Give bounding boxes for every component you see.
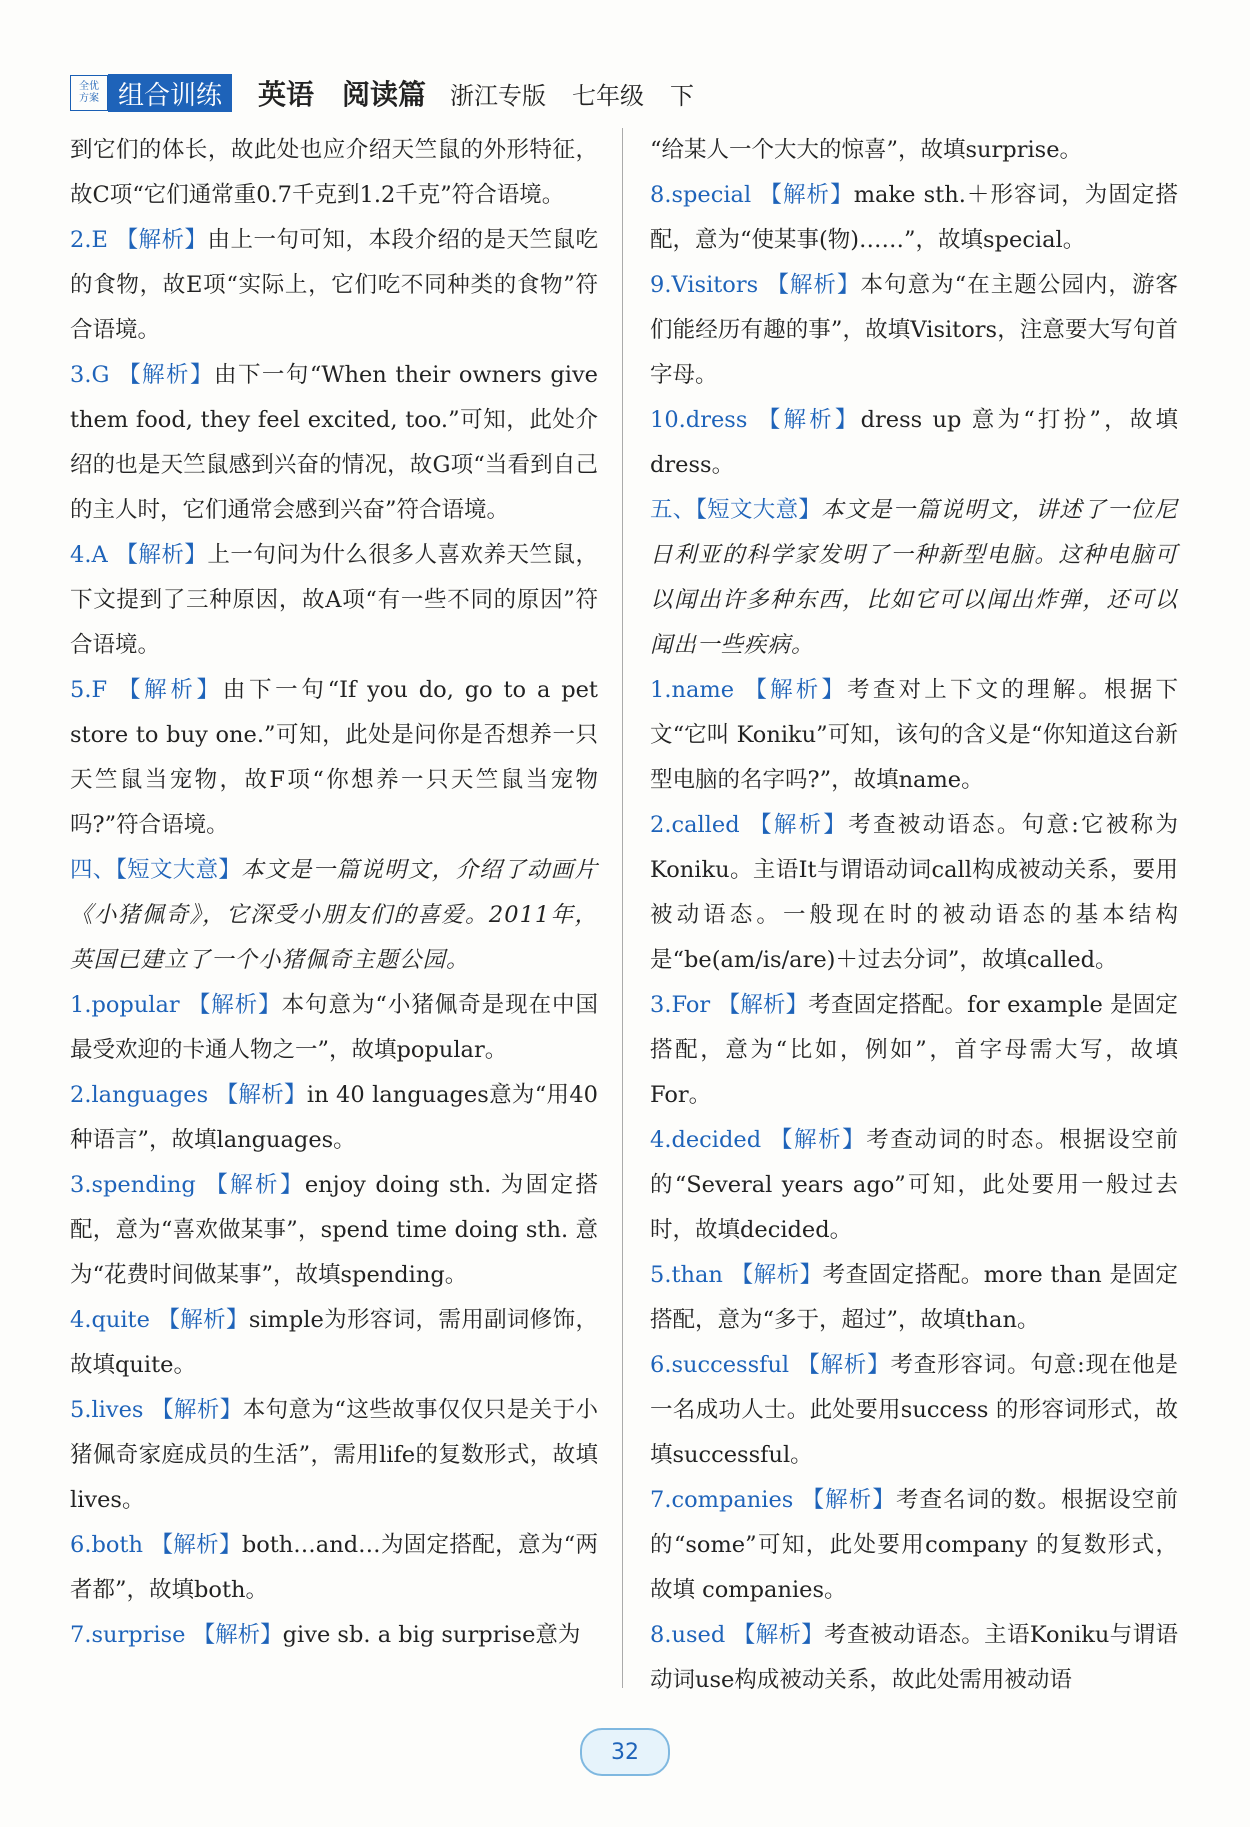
entry-number: 9. (650, 272, 672, 298)
entry-text: 本文是一篇说明文，讲述了一位尼日利亚的科学家发明了一种新型电脑。这种电脑可以闻出许多种东西，比如它可以闻出炸弹，还可以闻出一些疾病。 (650, 497, 1178, 658)
entry-number: 7. (650, 1487, 672, 1513)
analysis-tag: 【解析】 (150, 1532, 242, 1558)
entry-text: give sb. a big surprise意为 (282, 1622, 581, 1648)
entry-text: “给某人一个大大的惊喜”，故填surprise。 (650, 137, 1083, 163)
entry-number: 5. (650, 1262, 672, 1288)
entry-number: 4. (650, 1127, 672, 1153)
answer-entry (650, 668, 1178, 803)
analysis-tag: 【解析】 (187, 992, 282, 1018)
entry-number: 3. (70, 1172, 92, 1198)
page-footer (0, 1722, 1250, 1782)
entry-number: 3. (70, 362, 92, 388)
analysis-tag: 【解析】 (205, 1172, 305, 1198)
entry-text: 考查固定搭配。for example 是固定搭配，意为“比如，例如”，首字母需大写，故填For。 (650, 992, 1178, 1108)
entry-text: 由下一句“When their owners give them food, they feel excited, too.”可知，此处介绍的也是天竺鼠感到兴奋的情况，故G项“当看到自己的主人时，它们通常会感到兴奋”符合语境。 (70, 362, 598, 523)
entry-text: 考查固定搭配。more than 是固定搭配，意为“多于，超过”，故填than。 (650, 1262, 1178, 1333)
entry-text: 本文是一篇说明文，介绍了动画片《小猪佩奇》，它深受小朋友们的喜爱。2011年，英国已建立了一个小猪佩奇主题公园。 (70, 857, 598, 973)
answer-entry (70, 1298, 598, 1388)
series-badge (70, 75, 108, 111)
entry-number: 五、 (650, 497, 696, 523)
entry-text: 由下一句“If you do, go to a pet store to buy one.”可知，此处是问你是否想养一只天竺鼠当宠物，故F项“你想养一只天竺鼠当宠物吗?”符合语境。 (70, 677, 598, 838)
entry-number: 2. (70, 1082, 92, 1108)
edition-label: 浙江专版 (450, 81, 547, 110)
analysis-tag: 【解析】 (759, 182, 854, 208)
analysis-tag: 【解析】 (117, 677, 223, 703)
grade-label: 七年级 (572, 81, 645, 110)
answer-word: companies (671, 1487, 794, 1513)
book-title-badge: 组合训练 (108, 74, 232, 112)
answer-word: A (91, 542, 108, 568)
entry-text: both…and…为固定搭配，意为“两者都”，故填both。 (70, 1532, 598, 1603)
entry-number: 5. (70, 677, 92, 703)
entry-text: 考查名词的数。根据设空前的“some”可知，此处要用company 的复数形式，故填 companies。 (650, 1487, 1178, 1603)
page-header (70, 72, 1180, 114)
entry-number: 1. (70, 992, 92, 1018)
answer-entry (70, 668, 598, 848)
answer-word: For (671, 992, 711, 1018)
answer-entry (70, 983, 598, 1073)
entry-text: 由上一句可知，本段介绍的是天竺鼠吃的食物，故E项“实际上，它们吃不同种类的食物”符合语境。 (70, 227, 598, 343)
answer-word: Visitors (671, 272, 759, 298)
series-badge-line2: 方案 (79, 93, 99, 104)
analysis-tag: 【解析】 (801, 1487, 896, 1513)
answer-entry (650, 1478, 1178, 1613)
entry-number: 8. (650, 1622, 672, 1648)
answer-word: popular (91, 992, 180, 1018)
answer-entry (650, 1253, 1178, 1343)
entry-number: 2. (650, 812, 672, 838)
entry-number: 2. (70, 227, 92, 253)
answer-word: used (671, 1622, 726, 1648)
answer-entry (70, 1613, 598, 1658)
answer-entry (650, 173, 1178, 263)
answer-word: E (91, 227, 108, 253)
answer-entry (650, 1118, 1178, 1253)
answer-word: quite (91, 1307, 150, 1333)
answer-word: successful (671, 1352, 790, 1378)
term-label: 下 (670, 81, 695, 110)
entry-number: 3. (650, 992, 672, 1018)
answer-entry (650, 1343, 1178, 1478)
entry-text: 考查对上下文的理解。根据下文“它叫 Koniku”可知，该句的含义是“你知道这台新型电脑的名字吗?”，故填name。 (650, 677, 1178, 793)
analysis-tag: 【短文大意】 (695, 497, 822, 523)
analysis-tag: 【解析】 (766, 272, 861, 298)
analysis-tag: 【解析】 (797, 1352, 891, 1378)
entry-text: 本句意为“在主题公园内，游客们能经历有趣的事”，故填Visitors，注意要大写句首字母。 (650, 272, 1178, 388)
entry-number: 4. (70, 542, 92, 568)
entry-text: simple为形容词，需用副词修饰，故填quite。 (70, 1307, 598, 1378)
entry-number: 6. (650, 1352, 672, 1378)
entry-number: 4. (70, 1307, 92, 1333)
analysis-tag: 【解析】 (157, 1307, 249, 1333)
entry-text: 本句意为“这些故事仅仅只是关于小猪佩奇家庭成员的生活”，需用life的复数形式，故填lives。 (70, 1397, 598, 1513)
analysis-tag: 【解析】 (115, 227, 208, 253)
answer-entry (650, 1613, 1178, 1703)
entry-number: 1. (650, 677, 672, 703)
analysis-tag: 【解析】 (115, 542, 208, 568)
analysis-tag: 【解析】 (757, 407, 861, 433)
summary-entry (70, 848, 598, 983)
analysis-tag: 【解析】 (732, 1622, 825, 1648)
answer-word: languages (91, 1082, 209, 1108)
answer-word: dress (685, 407, 748, 433)
answer-word: spending (91, 1172, 196, 1198)
analysis-tag: 【解析】 (744, 677, 848, 703)
answer-word: name (671, 677, 735, 703)
answer-entry (70, 533, 598, 668)
right-column (650, 128, 1178, 1703)
answer-entry (650, 983, 1178, 1118)
entry-number: 10. (650, 407, 686, 433)
analysis-tag: 【解析】 (215, 1082, 307, 1108)
entry-text: make sth.＋形容词，为固定搭配，意为“使某事(物)……”，故填special。 (650, 182, 1178, 253)
analysis-tag: 【解析】 (730, 1262, 823, 1288)
page-number: 32 (580, 1728, 670, 1776)
answer-word: both (91, 1532, 143, 1558)
entry-text: enjoy doing sth. 为固定搭配，意为“喜欢做某事”，spend time doing sth. 意为“花费时间做某事”，故填spending。 (70, 1172, 598, 1288)
analysis-tag: 【解析】 (749, 812, 849, 838)
entry-number: 5. (70, 1397, 92, 1423)
analysis-tag: 【解析】 (769, 1127, 867, 1153)
answer-entry (650, 128, 1178, 173)
answer-entry (70, 128, 598, 218)
answer-entry (70, 1163, 598, 1298)
entry-text: in 40 languages意为“用40种语言”，故填languages。 (70, 1082, 598, 1153)
answer-word: surprise (91, 1622, 186, 1648)
left-column (70, 128, 598, 1658)
answer-entry (70, 353, 598, 533)
answer-word: than (671, 1262, 723, 1288)
analysis-tag: 【解析】 (151, 1397, 243, 1423)
entry-number: 四、 (70, 857, 116, 883)
entry-number: 7. (70, 1622, 92, 1648)
analysis-tag: 【解析】 (717, 992, 809, 1018)
answer-entry (70, 1073, 598, 1163)
entry-text: 考查被动语态。句意:它被称为Koniku。主语It与谓语动词call构成被动关系，要用被动语态。一般现在时的被动语态的基本结构是“be(am/is/are)＋过去分词”，故填called。 (650, 812, 1178, 973)
answer-word: lives (91, 1397, 144, 1423)
entry-number: 6. (70, 1532, 92, 1558)
analysis-tag: 【短文大意】 (115, 857, 242, 883)
entry-text: 上一句问为什么很多人喜欢养天竺鼠，下文提到了三种原因，故A项“有一些不同的原因”符合语境。 (70, 542, 598, 658)
entry-text: 考查被动语态。主语Koniku与谓语动词use构成被动关系，故此处需用被动语 (650, 1622, 1178, 1693)
answer-entry (70, 1523, 598, 1613)
summary-entry (650, 488, 1178, 668)
series-badge-line1: 全优 (79, 81, 99, 92)
entry-number: 8. (650, 182, 672, 208)
entry-text: 到它们的体长，故此处也应介绍天竺鼠的外形特征，故C项“它们通常重0.7千克到1.2千克”符合语境。 (70, 137, 598, 208)
answer-entry (650, 263, 1178, 398)
answer-entry (70, 218, 598, 353)
answer-word: F (91, 677, 108, 703)
answer-entry (650, 803, 1178, 983)
answer-entry (70, 1388, 598, 1523)
answer-word: decided (671, 1127, 762, 1153)
answer-entry (650, 398, 1178, 488)
column-divider (622, 128, 623, 1688)
entry-text: dress up 意为“打扮”，故填dress。 (650, 407, 1178, 478)
answer-word: special (671, 182, 752, 208)
answer-word: G (91, 362, 110, 388)
answer-word: called (671, 812, 740, 838)
subject-title: 英语 阅读篇 (258, 78, 427, 111)
entry-text: 本句意为“小猪佩奇是现在中国最受欢迎的卡通人物之一”，故填popular。 (70, 992, 598, 1063)
analysis-tag: 【解析】 (118, 362, 214, 388)
analysis-tag: 【解析】 (192, 1622, 283, 1648)
entry-text: 考查形容词。句意:现在他是一名成功人士。此处要用success 的形容词形式，故填successful。 (650, 1352, 1178, 1468)
entry-text: 考查动词的时态。根据设空前的“Several years ago”可知，此处要用一般过去时，故填decided。 (650, 1127, 1178, 1243)
